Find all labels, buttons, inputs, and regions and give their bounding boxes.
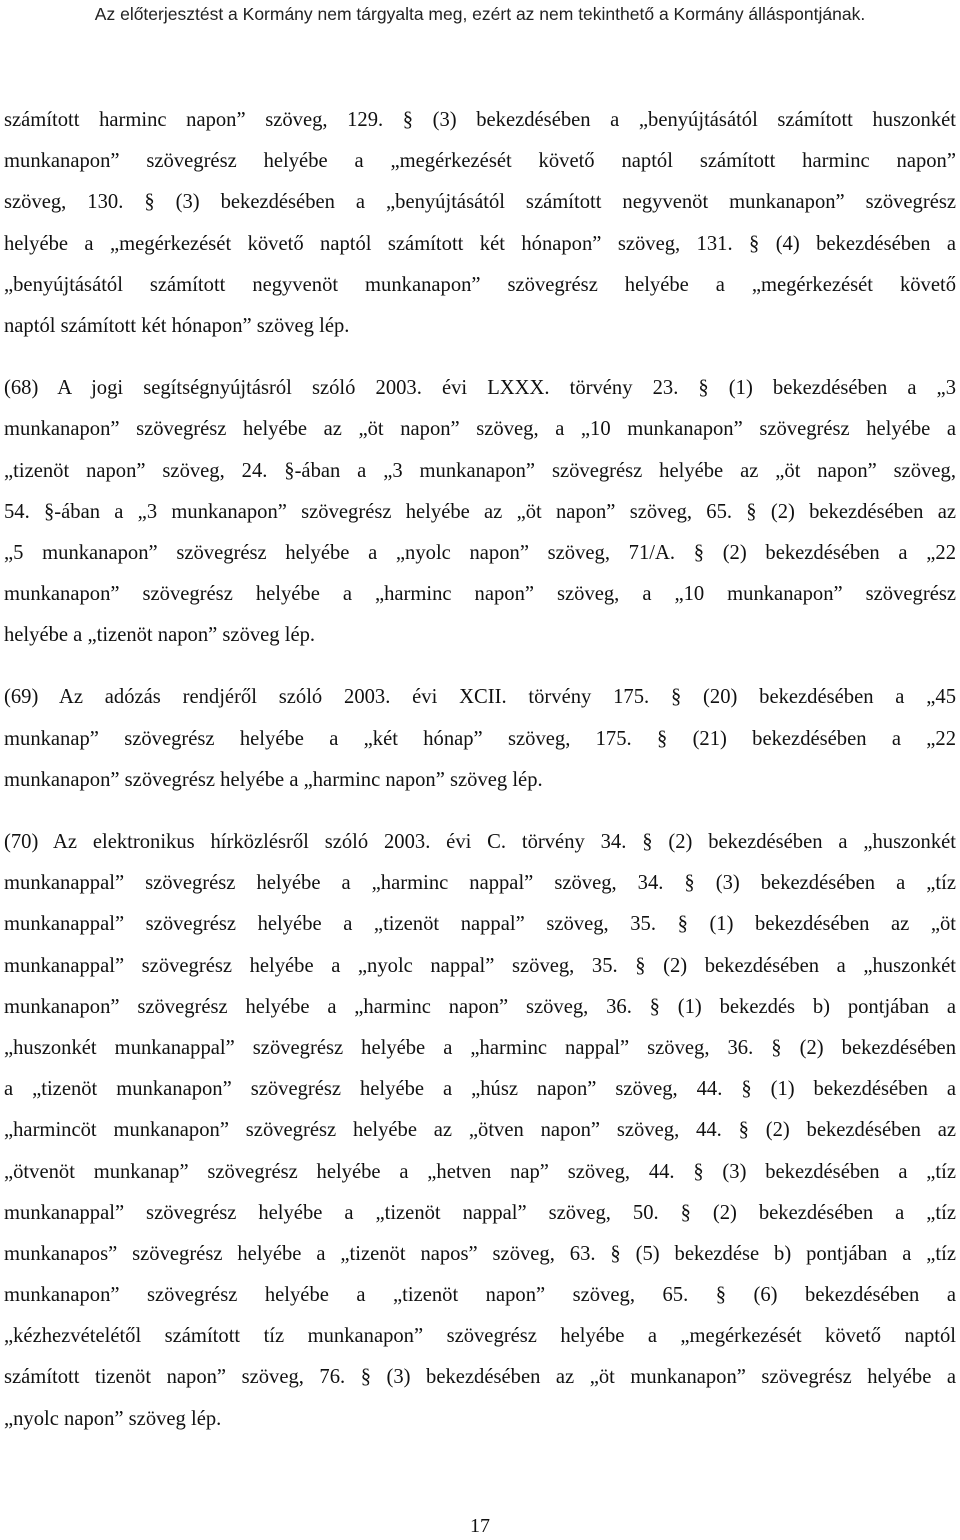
text-line: „ötvenöt munkanap” szövegrész helyébe a „hetven nap” szöveg, 44. § (3) bekezdésében a „tíz: [4, 1160, 956, 1183]
text-line: a „tizenöt munkanapon” szövegrész helyébe a „húsz napon” szöveg, 44. § (1) bekezdésében a: [4, 1078, 956, 1101]
paragraph-continuation: [4, 100, 956, 347]
text-line: szöveg, 130. § (3) bekezdésében a „benyújtásától számított negyvenöt munkanapon” szövegrész: [4, 191, 956, 214]
page-header-notice: Az előterjesztést a Kormány nem tárgyalta meg, ezért az nem tekinthető a Kormány álláspontjának.: [94, 4, 866, 24]
paragraph-70: [4, 822, 956, 1440]
text-line: „nyolc napon” szöveg lép.: [4, 1407, 222, 1430]
text-line: munkanapon” szövegrész helyébe a „tizenöt napon” szöveg, 65. § (6) bekezdésében a: [4, 1284, 956, 1307]
paragraph-68: [4, 368, 956, 656]
text-line: munkanappal” szövegrész helyébe a „harminc nappal” szöveg, 34. § (3) bekezdésében a „tíz: [4, 872, 956, 895]
text-line: számított harminc napon” szöveg, 129. § (3) bekezdésében a „benyújtásától számított huszonkét: [4, 109, 956, 131]
text-line: munkanappal” szövegrész helyébe a „tizenöt nappal” szöveg, 35. § (1) bekezdésében az „öt: [4, 913, 956, 936]
text-line: (70) Az elektronikus hírközlésről szóló 2003. évi C. törvény 34. § (2) bekezdésében a „huszonkét: [4, 831, 956, 853]
text-line: „benyújtásától számított negyvenöt munkanapon” szövegrész helyébe a „megérkezését követő: [4, 273, 956, 296]
text-line: munkanap” szövegrész helyébe a „két hónap” szöveg, 175. § (21) bekezdésében a „22: [4, 727, 956, 750]
text-line: „huszonkét munkanappal” szövegrész helyébe a „harminc nappal” szöveg, 36. § (2) bekezdésében: [4, 1036, 956, 1059]
text-line: munkanapon” szövegrész helyébe az „öt napon” szöveg, a „10 munkanapon” szövegrész helyébe a: [4, 418, 956, 441]
text-line: munkanapon” szövegrész helyébe a „megérkezését követő naptól számított harminc napon”: [4, 150, 956, 173]
text-line: munkanapon” szövegrész helyébe a „harminc napon” szöveg, 36. § (1) bekezdés b) pontjában a: [4, 995, 956, 1018]
document-body: [4, 100, 956, 1440]
text-line: számított tizenöt napon” szöveg, 76. § (3) bekezdésében az „öt munkanapon” szövegrész helyébe a: [4, 1366, 956, 1389]
text-line: „kézhezvételétől számított tíz munkanapon” szövegrész helyébe a „megérkezését követő naptól: [4, 1325, 956, 1348]
paragraph-69: [4, 677, 956, 801]
text-line: munkanappal” szövegrész helyébe a „tizenöt nappal” szöveg, 50. § (2) bekezdésében a „tíz: [4, 1201, 956, 1224]
text-line: munkanappal” szövegrész helyébe a „nyolc nappal” szöveg, 35. § (2) bekezdésében a „huszonkét: [4, 954, 956, 977]
text-line: munkanapon” szövegrész helyébe a „harminc napon” szöveg, a „10 munkanapon” szövegrész: [4, 583, 956, 606]
text-line: helyébe a „megérkezését követő naptól számított két hónapon” szöveg, 131. § (4) bekezdésében a: [4, 232, 956, 255]
text-line: naptól számított két hónapon” szöveg lép.: [4, 314, 350, 337]
text-line: „5 munkanapon” szövegrész helyébe a „nyolc napon” szöveg, 71/A. § (2) bekezdésében a „22: [4, 541, 956, 564]
text-line: „harmincöt munkanapon” szövegrész helyébe az „ötven napon” szöveg, 44. § (2) bekezdésében az: [4, 1119, 956, 1142]
page-number: 17: [470, 1515, 490, 1537]
text-line: (68) A jogi segítségnyújtásról szóló 2003. évi LXXX. törvény 23. § (1) bekezdésében a „3: [4, 377, 956, 400]
text-line: (69) Az adózás rendjéről szóló 2003. évi XCII. törvény 175. § (20) bekezdésében a „45: [4, 686, 956, 709]
text-line: munkanapon” szövegrész helyébe a „harminc napon” szöveg lép.: [4, 768, 543, 791]
text-line: 54. §-ában a „3 munkanapon” szövegrész helyébe az „öt napon” szöveg, 65. § (2) bekezdésében az: [4, 500, 956, 523]
text-line: „tizenöt napon” szöveg, 24. §-ában a „3 munkanapon” szövegrész helyébe az „öt napon” szöveg,: [4, 459, 956, 482]
text-line: munkanapos” szövegrész helyébe a „tizenöt napos” szöveg, 63. § (5) bekezdése b) pontjában a „tíz: [4, 1242, 956, 1265]
text-line: helyébe a „tizenöt napon” szöveg lép.: [4, 624, 316, 647]
